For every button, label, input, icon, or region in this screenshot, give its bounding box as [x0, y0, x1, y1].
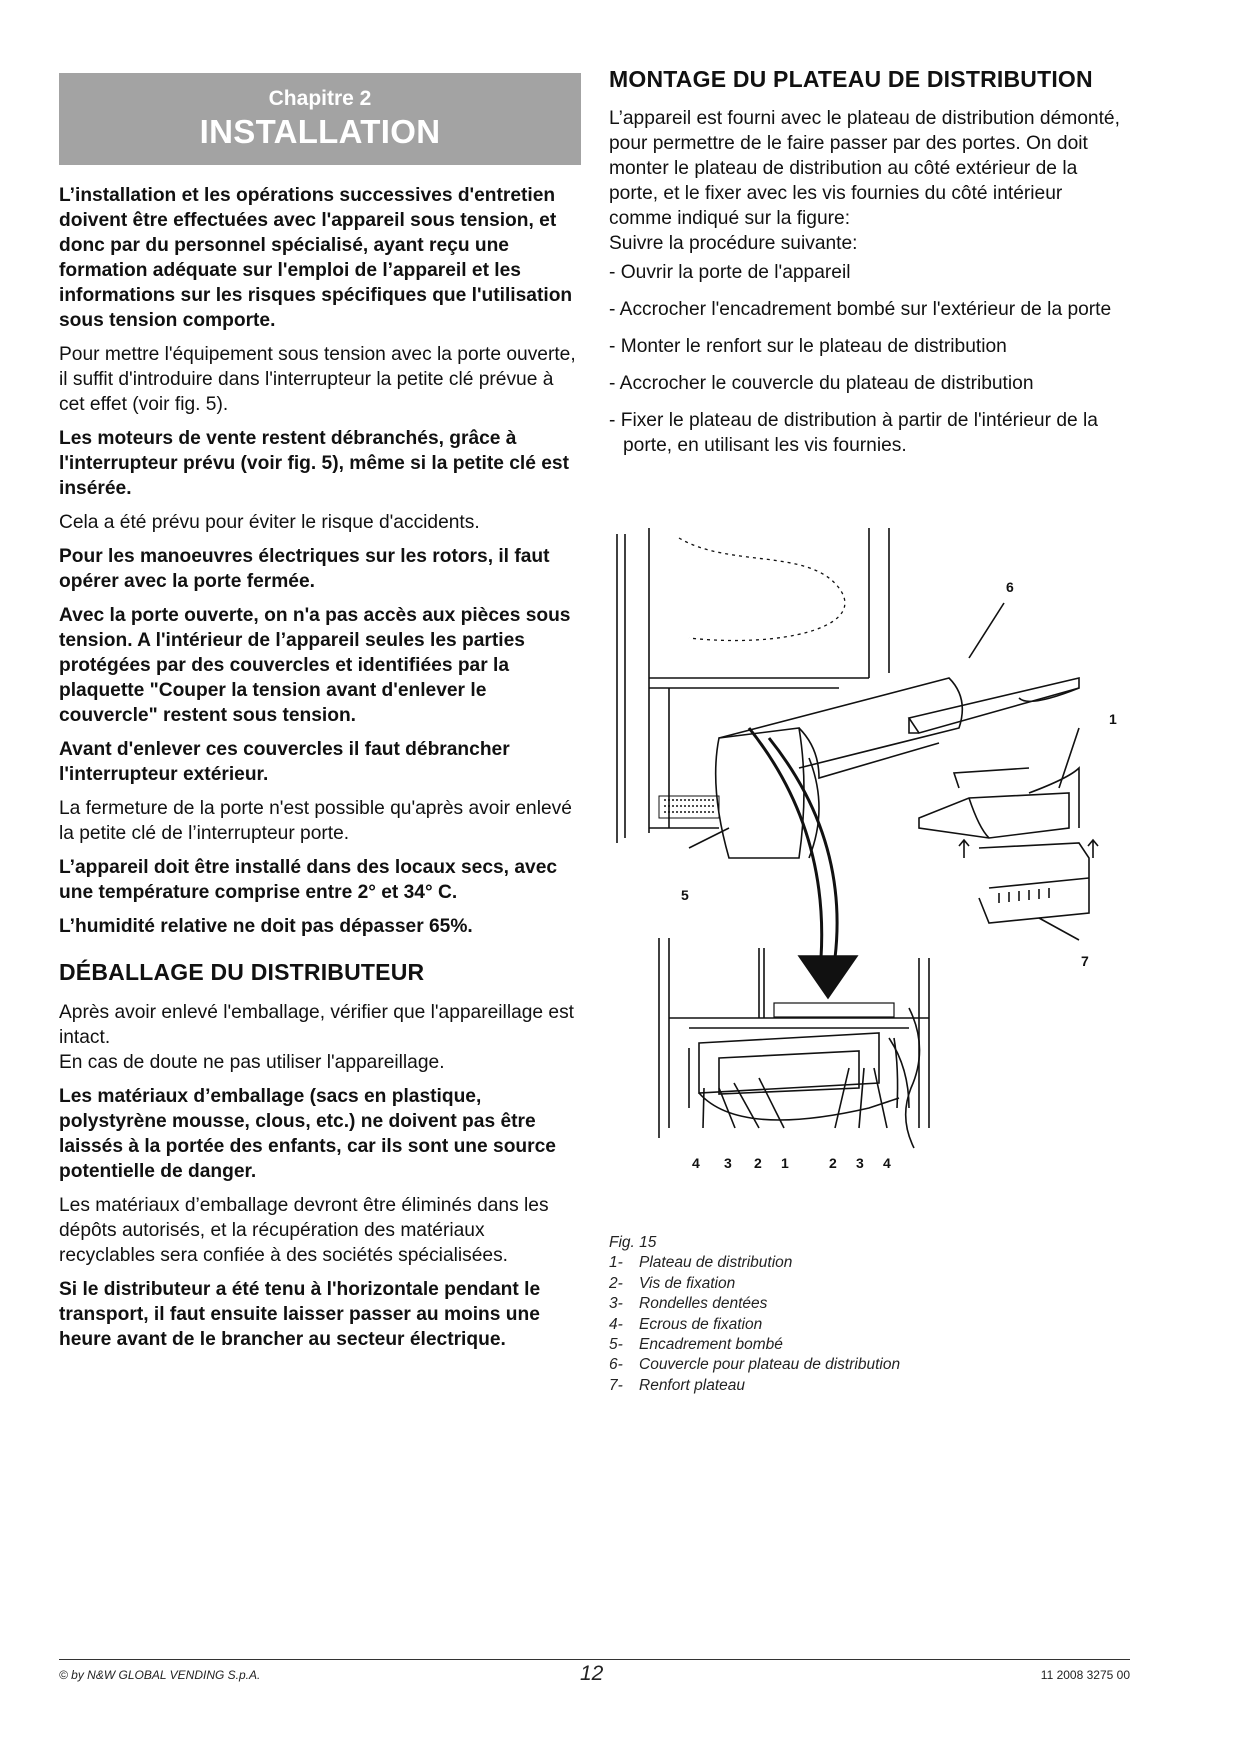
paragraph: Pour les manoeuvres électriques sur les rotors, il faut opérer avec la porte fermée. [59, 546, 550, 592]
unpacking-text [59, 1000, 581, 1352]
figure-caption [609, 1233, 1109, 1396]
paragraph: Cela a été prévu pour éviter le risque d'accidents. [59, 512, 480, 533]
callout-bottom: 4 [883, 1155, 891, 1171]
right-column [609, 66, 1129, 458]
callout-bottom: 3 [856, 1155, 864, 1171]
paragraph: Si le distributeur a été tenu à l'horizontale pendant le transport, il faut ensuite laisser passer au moins une heure avant de le brancher au secteur électrique. [59, 1279, 541, 1350]
callout-bottom: 2 [754, 1155, 762, 1171]
callout-bottom: 1 [781, 1155, 789, 1171]
paragraph: Les matériaux d’emballage (sacs en plastique, polystyrène mousse, clous, etc.) ne doivent pas être laissés à la portée des enfants, car ils sont une source potentielle de danger. [59, 1086, 556, 1182]
footer-divider [59, 1659, 1130, 1660]
caption-item: 6- Couvercle pour plateau de distribution [609, 1356, 901, 1374]
callout-1: 1 [1109, 711, 1117, 727]
chapter-banner [59, 73, 581, 165]
assembly-figure [609, 528, 1129, 1228]
paragraph: L’appareil doit être installé dans des locaux secs, avec une température comprise entre 2° et 34° C. [59, 857, 558, 903]
paragraph: L’installation et les opérations successives d'entretien doivent être effectuées avec l'appareil sous tension, et donc par du personnel spécialisé, ayant reçu une formation adéquate sur l'emploi de l’appareil et les informations sur les risques spécifiques que l'utilisation sous tension comporte. [59, 185, 573, 331]
list-item: - Accrocher le couvercle du plateau de distribution [609, 373, 1034, 394]
procedure-label: Suivre la procédure suivante: [609, 233, 858, 254]
footer-copyright: © by N&W GLOBAL VENDING S.p.A. [59, 1668, 261, 1682]
paragraph: Après avoir enlevé l'emballage, vérifier que l'appareillage est intact. En cas de doute ne pas utiliser l'appareillage. [59, 1002, 575, 1073]
callout-7: 7 [1081, 953, 1089, 969]
installation-text [59, 183, 581, 939]
steps-list [609, 260, 1129, 458]
chapter-label: Chapitre 2 [268, 87, 372, 110]
page-number: 12 [580, 1662, 604, 1685]
list-item: - Ouvrir la porte de l'appareil [609, 262, 851, 283]
callout-bottom: 3 [724, 1155, 732, 1171]
caption-item: 2- Vis de fixation [609, 1274, 736, 1292]
chapter-title: INSTALLATION [199, 113, 441, 150]
callout-6: 6 [1006, 579, 1014, 595]
caption-item: 1- Plateau de distribution [609, 1254, 793, 1272]
caption-title: Fig. 15 [609, 1234, 657, 1251]
paragraph: Avant d'enlever ces couvercles il faut débrancher l'interrupteur extérieur. [59, 739, 510, 785]
unpacking-heading: DÉBALLAGE DU DISTRIBUTEUR [59, 959, 425, 985]
paragraph: Les moteurs de vente restent débranchés, grâce à l'interrupteur prévu (voir fig. 5), même si la petite clé est insérée. [59, 428, 569, 499]
list-item: - Fixer le plateau de distribution à partir de l'intérieur de la porte, en utilisant les vis fournies. [609, 410, 1098, 456]
left-column [59, 73, 581, 1352]
caption-item: 5- Encadrement bombé [609, 1336, 783, 1354]
paragraph: La fermeture de la porte n'est possible qu'après avoir enlevé la petite clé de l’interrupteur porte. [59, 798, 572, 844]
callout-bottom: 2 [829, 1155, 837, 1171]
caption-item: 3- Rondelles dentées [609, 1295, 768, 1313]
paragraph: Les matériaux d’emballage devront être éliminés dans les dépôts autorisés, et la récupération des matériaux recyclables sera confiée à des sociétés spécialisées. [59, 1195, 549, 1266]
caption-item: 7- Renfort plateau [609, 1376, 745, 1394]
list-item: - Monter le renfort sur le plateau de distribution [609, 336, 1007, 357]
mounting-heading: MONTAGE DU PLATEAU DE DISTRIBUTION [609, 66, 1093, 92]
paragraph: L’humidité relative ne doit pas dépasser 65%. [59, 916, 473, 937]
caption-item: 4- Ecrous de fixation [609, 1315, 763, 1333]
mounting-intro: L’appareil est fourni avec le plateau de distribution démonté, pour permettre de le faire passer par des portes. On doit monter le plateau de distribution au côté extérieur de la porte, et le fixer avec les vis fournies du côté intérieur comme indiqué sur la figure: [609, 108, 1120, 229]
paragraph: Pour mettre l'équipement sous tension avec la porte ouverte, il suffit d'introduire dans l'interrupteur la petite clé prévue à cet effet (voir fig. 5). [59, 344, 576, 415]
doc-code: 11 2008 3275 00 [1040, 1668, 1130, 1682]
callout-5: 5 [681, 887, 689, 903]
callout-bottom: 4 [692, 1155, 700, 1171]
paragraph: Avec la porte ouverte, on n'a pas accès aux pièces sous tension. A l'intérieur de l’appareil seules les parties protégées par des couvercles et identifiées par la plaquette "Couper la tension avant d'enlever le couvercle" restent sous tension. [59, 605, 571, 726]
list-item: - Accrocher l'encadrement bombé sur l'extérieur de la porte [609, 299, 1112, 320]
